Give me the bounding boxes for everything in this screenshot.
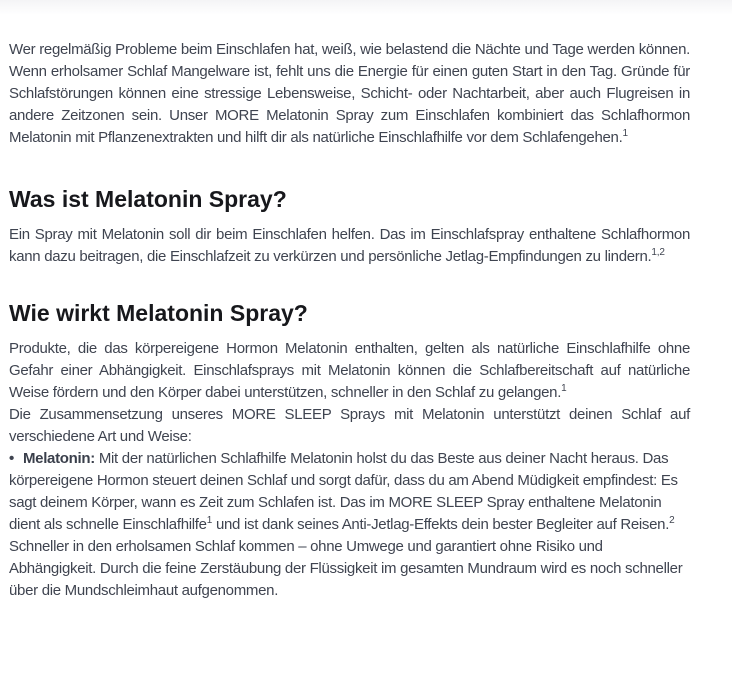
what-paragraph bbox=[9, 224, 690, 268]
footnote-ref-bullet-2: 2 bbox=[669, 515, 675, 526]
bullet-marker: • bbox=[9, 450, 14, 467]
melatonin-bullet-item bbox=[9, 448, 690, 602]
how-paragraph-1-text: Produkte, die das körpereigene Hormon Melatonin enthalten, gelten als natürliche Einschlafhilfe ohne Gefahr einer Abhängigkeit. Einschlafsprays mit Melatonin können die Schlafbereitschaft auf natürliche Weise fördern und den Körper dabei unterstützen, schneller in den Schlaf zu gelangen. bbox=[9, 340, 690, 401]
bullet-text-segment-3: Schneller in den erholsamen Schlaf kommen – ohne Umwege und garantiert ohne Risiko und Abhängigkeit. Durch die feine Zerstäubung der Flüssigkeit im gesamten Mundraum wird es noch schneller über die Mundschleimhaut aufgenommen. bbox=[9, 538, 683, 599]
how-paragraph-1 bbox=[9, 338, 690, 404]
footnote-ref-intro: 1 bbox=[622, 128, 628, 139]
bullet-text-segment-2: und ist dank seines Anti-Jetlag-Effekts dein bester Begleiter auf Reisen. bbox=[212, 516, 670, 533]
intro-text: Wer regelmäßig Probleme beim Einschlafen hat, weiß, wie belastend die Nächte und Tage werden können. Wenn erholsamer Schlaf Mangelware ist, fehlt uns die Energie für einen guten Start in den Tag. Gründe für Schlafstörungen können eine stressige Lebensweise, Schicht- oder Nachtarbeit, aber auch Flugreisen in andere Zeitzonen sein. Unser MORE Melatonin Spray zum Einschlafen kombiniert das Schlafhormon Melatonin mit Pflanzenextrakten und hilft dir als natürliche Einschlafhilfe vor dem Schlafengehen. bbox=[9, 41, 690, 146]
bullet-label-melatonin: Melatonin: bbox=[22, 450, 95, 467]
how-paragraph-2-text: Die Zusammensetzung unseres MORE SLEEP Sprays mit Melatonin unterstützt deinen Schlaf auf verschiedene Art und Weise: bbox=[9, 406, 690, 445]
footnote-ref-bullet-1: 1 bbox=[206, 515, 213, 526]
article-content bbox=[0, 15, 732, 602]
heading-was-ist-melatonin-spray: Was ist Melatonin Spray? bbox=[9, 186, 287, 212]
intro-paragraph bbox=[9, 39, 690, 149]
bullet-text-segment-1: Mit der natürlichen Schlafhilfe Melatonin holst du das Beste aus deiner Nacht heraus. Das körpereigene Hormon steuert deinen Schlaf und sorgt dafür, dass du am Abend Müdigkeit empfindest: Es sagt deinem Körper, wann es Zeit zum Schlafen ist. Das im MORE SLEEP Spray enthaltene Melatonin dient als schnelle Einschlafhilfe bbox=[9, 450, 678, 533]
footnote-ref-what: 1,2 bbox=[651, 247, 665, 258]
heading-wie-wirkt-melatonin-spray: Wie wirkt Melatonin Spray? bbox=[9, 300, 308, 326]
how-paragraph-2 bbox=[9, 404, 690, 448]
what-text: Ein Spray mit Melatonin soll dir beim Einschlafen helfen. Das im Einschlafspray enthaltene Schlafhormon kann dazu beitragen, die Einschlafzeit zu verkürzen und persönliche Jetlag-Empfindungen zu lindern. bbox=[9, 226, 690, 265]
top-fade-band bbox=[0, 0, 732, 15]
footnote-ref-how-1: 1 bbox=[561, 383, 567, 394]
